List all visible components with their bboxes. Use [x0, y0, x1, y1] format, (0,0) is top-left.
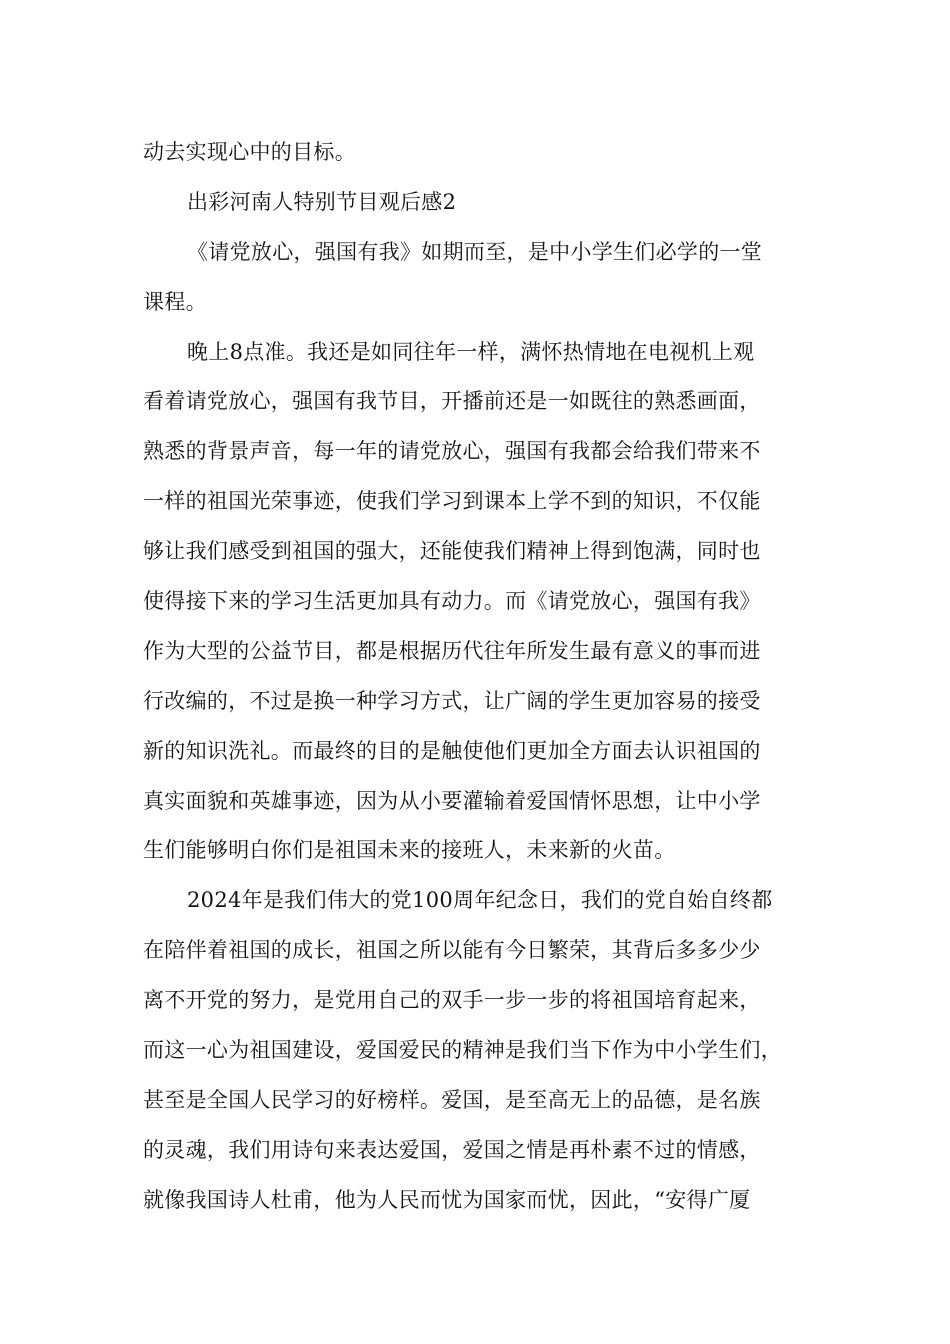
text-line: 课程。: [143, 289, 207, 314]
text-line: 真实面貌和英雄事迹，因为从小要灌输着爱国情怀思想，让中小学: [143, 788, 761, 813]
text-line: 行改编的，不过是换一种学习方式，让广阔的学生更加容易的接受: [143, 688, 761, 713]
document-body: [143, 134, 808, 1232]
text-line: 熟悉的背景声音，每一年的请党放心，强国有我都会给我们带来不: [143, 439, 761, 464]
text-line: 《请党放心，强国有我》如期而至，是中小学生们必学的一堂: [187, 239, 763, 264]
text-line: 离不开党的努力，是党用自己的双手一步一步的将祖国培育起来，: [143, 988, 761, 1013]
text-line: 看着请党放心，强国有我节目，开播前还是一如既往的熟悉画面，: [143, 389, 761, 414]
text-line: 而这一心为祖国建设，爱国爱民的精神是我们当下作为中小学生们，: [143, 1038, 782, 1063]
section-heading: 出彩河南人特别节目观后感2: [187, 189, 457, 214]
text-line: 动去实现心中的目标。: [143, 140, 356, 164]
text-line: 在陪伴着祖国的成长，祖国之所以能有今日繁荣，其背后多多少少: [143, 938, 761, 963]
text-line: 2024年是我们伟大的党100周年纪念日，我们的党自始自终都: [187, 888, 773, 913]
text-line: 晚上8点准。我还是如同往年一样，满怀热情地在电视机上观: [187, 339, 755, 364]
text-line: 够让我们感受到祖国的强大，还能使我们精神上得到饱满，同时也: [143, 539, 761, 564]
text-line: 生们能够明白你们是祖国未来的接班人，未来新的火苗。: [143, 838, 676, 863]
text-line: 新的知识洗礼。而最终的目的是触使他们更加全方面去认识祖国的: [143, 738, 761, 763]
text-line: 的灵魂，我们用诗句来表达爱国，爱国之情是再朴素不过的情感，: [143, 1137, 761, 1162]
text-line: 甚至是全国人民学习的好榜样。爱国，是至高无上的品德，是名族: [143, 1087, 761, 1112]
text-line: 就像我国诗人杜甫，他为人民而忧为国家而忧，因此，“安得广厦: [143, 1187, 751, 1212]
text-line: 作为大型的公益节目，都是根据历代往年所发生最有意义的事而进: [143, 638, 761, 663]
text-line: 一样的祖国光荣事迹，使我们学习到课本上学不到的知识，不仅能: [143, 489, 761, 514]
text-line: 使得接下来的学习生活更加具有动力。而《请党放心，强国有我》: [143, 589, 761, 614]
